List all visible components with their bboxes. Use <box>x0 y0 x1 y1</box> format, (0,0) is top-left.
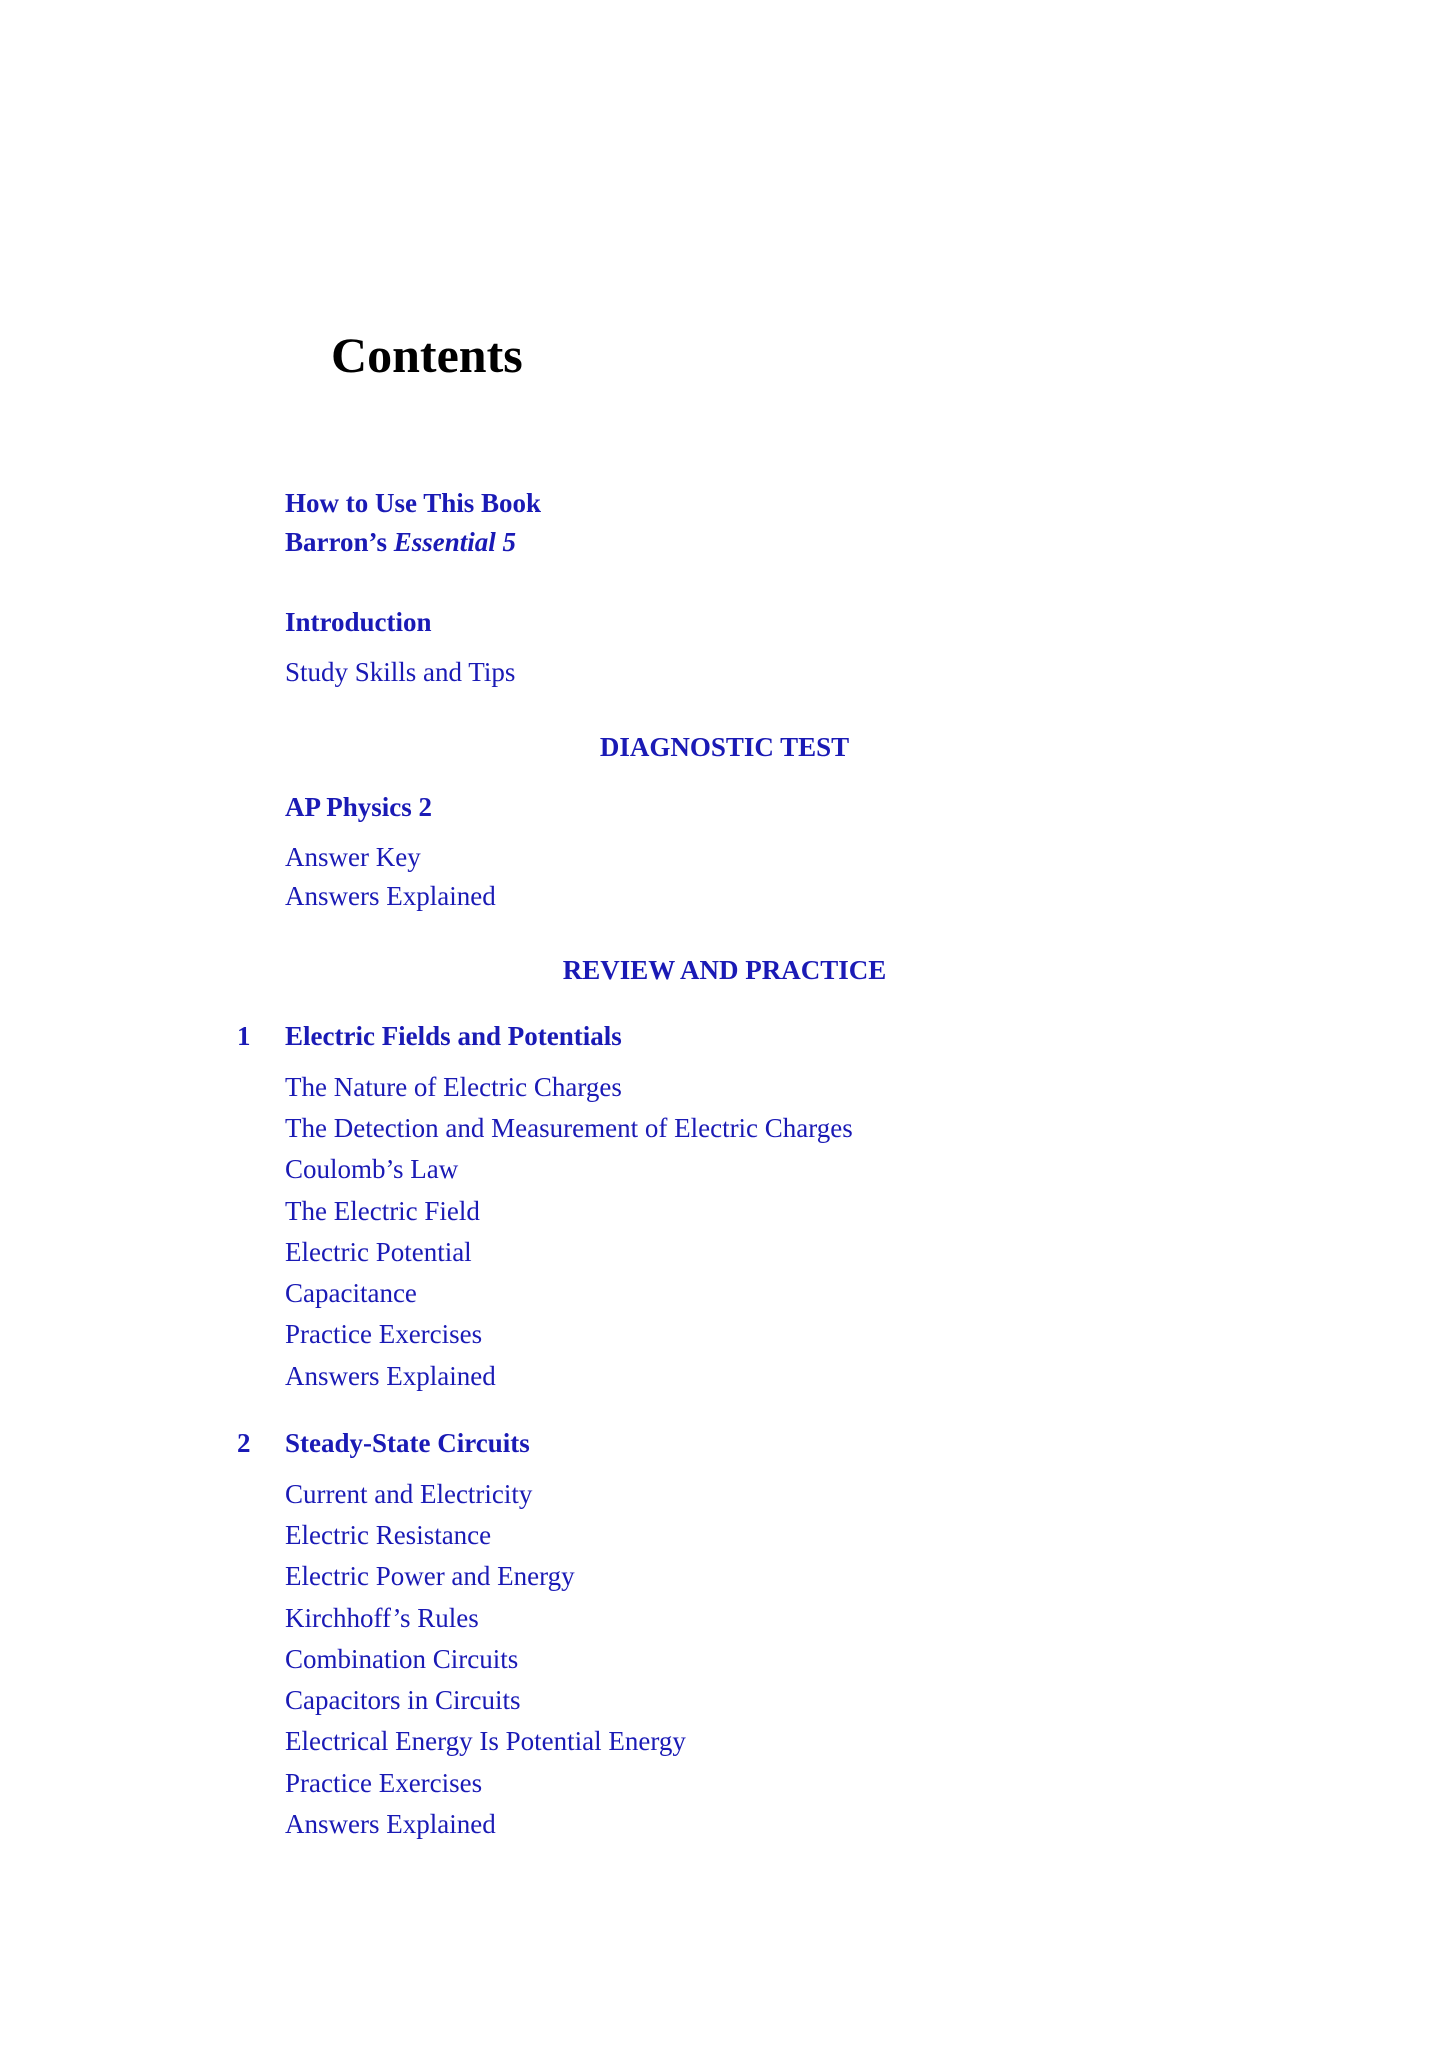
part-heading-review <box>0 957 1449 984</box>
toc-link-ch1-item[interactable]: Capacitance <box>285 1278 417 1308</box>
toc-link-ch2-item[interactable]: Electric Power and Energy <box>285 1561 575 1591</box>
toc-link-ch2-item[interactable]: Practice Exercises <box>285 1768 483 1798</box>
toc-link-ch1-item[interactable]: The Detection and Measurement of Electric Charges <box>285 1113 853 1143</box>
toc-link-ch2-item[interactable]: Answers Explained <box>285 1809 496 1839</box>
toc-link-ch1-item[interactable]: The Nature of Electric Charges <box>285 1072 622 1102</box>
toc-link-ch2-item[interactable]: Electrical Energy Is Potential Energy <box>285 1726 686 1756</box>
toc-link-review-and-practice[interactable]: REVIEW AND PRACTICE <box>562 955 887 985</box>
essential-prefix: Barron’s <box>285 527 394 557</box>
chapter-number: 1 <box>237 1021 251 1051</box>
toc-link-essential-5[interactable] <box>285 529 516 556</box>
chapter-number: 2 <box>237 1428 251 1458</box>
toc-link-how-to-use[interactable]: How to Use This Book <box>285 488 542 518</box>
toc-link-ch2-item[interactable]: Kirchhoff’s Rules <box>285 1603 479 1633</box>
toc-link-ch1-item[interactable]: The Electric Field <box>285 1196 480 1226</box>
page-title: Contents <box>331 327 523 383</box>
toc-link-introduction[interactable]: Introduction <box>285 607 432 637</box>
toc-link-chapter-2[interactable]: Steady-State Circuits <box>285 1428 530 1458</box>
toc-link-ap-physics-2[interactable]: AP Physics 2 <box>285 792 433 822</box>
toc-link-ch2-item[interactable]: Current and Electricity <box>285 1479 533 1509</box>
part-heading-diagnostic <box>0 734 1449 761</box>
toc-link-answer-key[interactable]: Answer Key <box>285 842 421 872</box>
toc-link-ch2-item[interactable]: Electric Resistance <box>285 1520 492 1550</box>
toc-link-chapter-1[interactable]: Electric Fields and Potentials <box>285 1021 622 1051</box>
toc-link-diagnostic-answers-explained[interactable]: Answers Explained <box>285 881 496 911</box>
toc-link-ch1-item[interactable]: Practice Exercises <box>285 1319 483 1349</box>
toc-link-ch2-item[interactable]: Capacitors in Circuits <box>285 1685 521 1715</box>
toc-link-ch1-item[interactable]: Electric Potential <box>285 1237 472 1267</box>
toc-link-ch1-item[interactable]: Coulomb’s Law <box>285 1154 459 1184</box>
toc-link-ch1-item[interactable]: Answers Explained <box>285 1361 496 1391</box>
essential-italic: Essential 5 <box>393 527 517 557</box>
toc-link-study-skills[interactable]: Study Skills and Tips <box>285 657 516 687</box>
toc-link-ch2-item[interactable]: Combination Circuits <box>285 1644 519 1674</box>
toc-link-diagnostic-test[interactable]: DIAGNOSTIC TEST <box>599 732 850 762</box>
